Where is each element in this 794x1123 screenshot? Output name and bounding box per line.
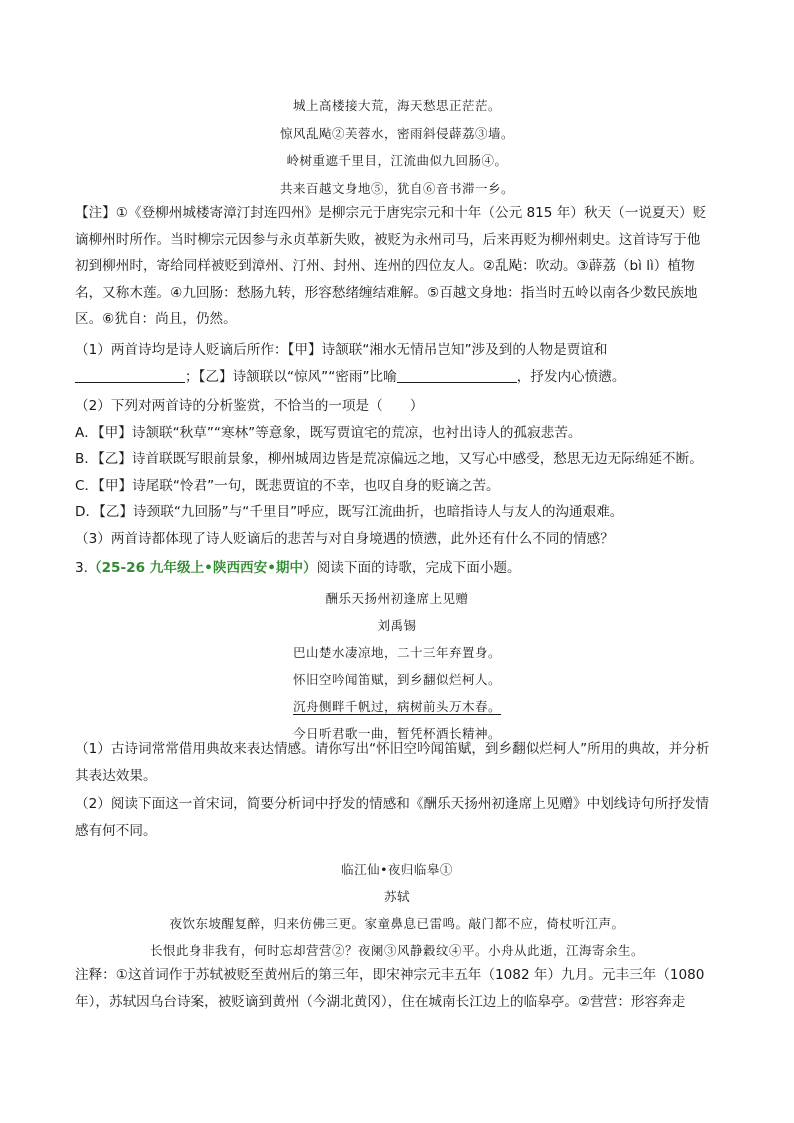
poem-line: 共来百越文身地⑤，犹自⑥音书滞一乡。 <box>279 181 514 196</box>
annotation-line: 注释：①这首词作于苏轼被贬至黄州后的第三年，即宋神宗元丰五年（1082 年）九月。元丰三年（1080 <box>75 967 705 983</box>
answer-blank[interactable] <box>397 368 517 383</box>
poem-line: 夜饮东坡醒复醉，归来仿佛三更。家童鼻息已雷鸣。敲门都不应，倚杖听江声。 <box>169 916 625 931</box>
annotation-block <box>75 200 725 333</box>
question-2-stem: （2）下列对两首诗的分析鉴赏，不恰当的一项是（ ） <box>75 398 424 414</box>
option-a[interactable]: A．【甲】诗颔联“秋草”“寒林”等意象，既写贾谊宅的荒凉，也衬出诗人的孤寂悲苦。 <box>75 424 582 441</box>
annotation-block <box>75 962 725 1015</box>
poem-line: 今日听君歌一曲，暂凭杯酒长精神。 <box>292 726 501 741</box>
poem-line: 惊风乱飐②芙蓉水，密雨斜侵薜荔③墙。 <box>279 126 514 141</box>
option-d[interactable]: D．【乙】诗颈联“九回肠”与“千里目”呼应，既写江流曲折，也暗指诗人与友人的沟通艰难。 <box>75 504 624 520</box>
annotation-line: 区。⑥犹自：尚且，仍然。 <box>75 311 237 327</box>
poem-title: 临江仙•夜归临皋① <box>341 862 453 877</box>
question-line: 感有何不同。 <box>75 822 157 839</box>
question-2 <box>75 393 725 552</box>
question-1-text: ；【乙】诗颔联以“惊风”“密雨”比喻 <box>185 369 397 385</box>
underlined-line: 沉舟侧畔千帆过，病树前头万木春。 <box>292 699 501 714</box>
poem-line: 城上高楼接大荒，海天愁思正茫茫。 <box>292 98 501 113</box>
poem-author: 苏轼 <box>383 889 410 904</box>
question-1-stem: （1）两首诗均是诗人贬谪后所作：【甲】诗颔联“湘水无情吊岂知”涉及到的人物是贾谊和 <box>75 342 608 358</box>
question-1-blanks <box>75 364 625 391</box>
answer-blank[interactable] <box>75 368 185 383</box>
poem-line: 怀旧空吟闻笛赋，到乡翻似烂柯人。 <box>292 672 501 687</box>
question-line: （2）阅读下面这一首宋词，简要分析词中抒发的情感和《酬乐天扬州初逢席上见赠》中划线诗句所抒发情 <box>75 796 709 812</box>
option-c[interactable]: C．【甲】诗尾联“怜君”一句，既悲贾谊的不幸，也叹自身的贬谪之苦。 <box>75 477 500 494</box>
poem-author: 刘禹锡 <box>377 618 417 633</box>
question-1-text: ，抒发内心愤懑。 <box>516 369 626 385</box>
question-line: （1）古诗词常常借用典故来表达情感。请你写出“怀旧空吟闻笛赋，到乡翻似烂柯人”所用的典故，并分析 <box>75 741 710 757</box>
poem-line-underlined <box>0 697 794 715</box>
item-number: 3. <box>75 560 88 576</box>
annotation-line: 【注】①《登柳州城楼寄漳汀封连四州》是柳宗元于唐宪宗元和十年（公元 815 年）秋天（一说夏天）贬 <box>75 205 707 221</box>
annotation-line: 名，又称木莲。④九回肠：愁肠九转，形容愁绪缠结难解。⑤百越文身地：指当时五岭以南各少数民族地 <box>75 284 698 301</box>
option-b[interactable]: B．【乙】诗首联既写眼前景象，柳州城周边皆是荒凉偏远之地，又写心中感受，愁思无边无际绵延不断。 <box>75 451 703 467</box>
question-3-stem: （3）两首诗都体现了诗人贬谪后的悲苦与对自身境遇的愤懑，此外还有什么不同的情感？ <box>75 530 614 547</box>
item-3-header <box>75 555 521 582</box>
question-line: 其表达效果。 <box>75 767 157 784</box>
poem-line: 长恨此身非我有，何时忘却营营②？夜阑③风静縠纹④平。小舟从此逝，江海寄余生。 <box>149 943 644 958</box>
instruction: 阅读下面的诗歌，完成下面小题。 <box>316 560 521 576</box>
annotation-line: 谪柳州时所作。当时柳宗元因参与永贞革新失败，被贬为永州司马，后来再贬为柳州刺史。这首诗写于他 <box>75 231 701 248</box>
item-3-questions <box>75 736 725 844</box>
source-tag: （25-26 九年级上•陕西西安•期中） <box>87 560 317 576</box>
poem-line: 岭树重遮千里目，江流曲似九回肠④。 <box>286 153 508 168</box>
poem-line: 巴山楚水凄凉地，二十三年弃置身。 <box>292 645 501 660</box>
annotation-line: 年），苏轼因乌台诗案，被贬谪到黄州（今湖北黄冈），住在城南长江边上的临皋亭。②营营：形容奔走 <box>75 993 686 1010</box>
poem-title: 酬乐天扬州初逢席上见赠 <box>325 591 469 606</box>
annotation-line: 初到柳州时，寄给同样被贬到漳州、汀州、封州、连州的四位友人。②乱飐：吹动。③薜荔（bì lì）植物 <box>75 258 695 274</box>
